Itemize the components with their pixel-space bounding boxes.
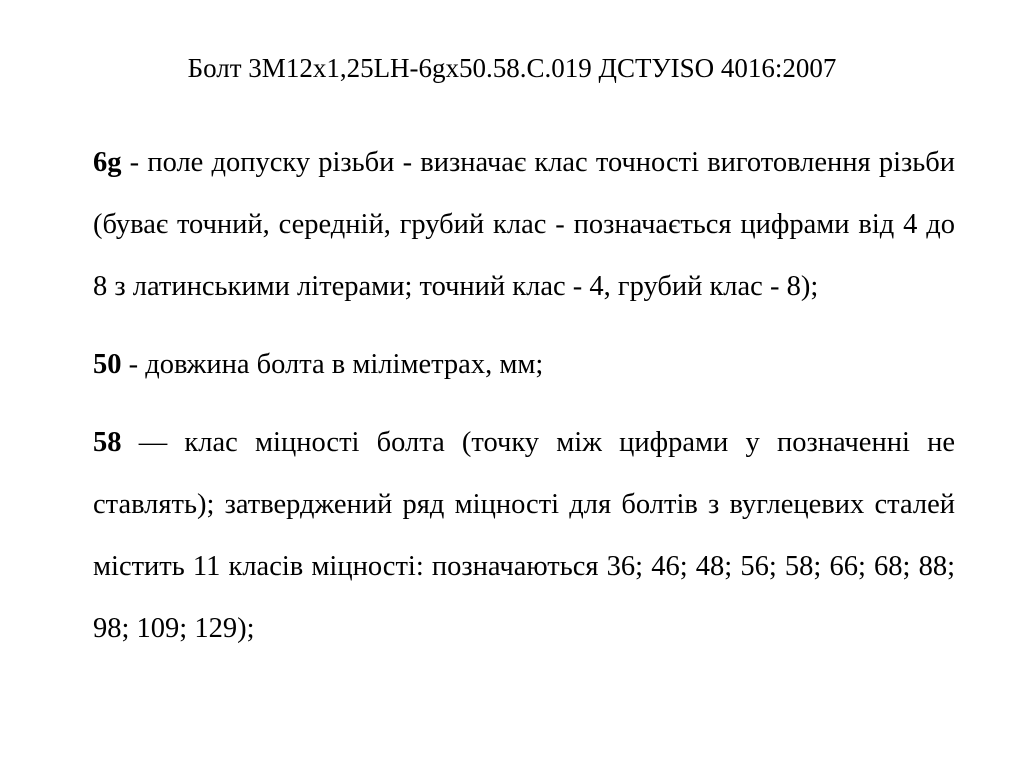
term-description: - поле допуску різьби - визначає клас точності виготовлення різьби (буває точний, середній, грубий клас - позначається цифрами від 4 до 8 з латинськими літерами; точний клас - 4, грубий клас - 8); (93, 147, 955, 302)
term-label: 50 (93, 349, 122, 380)
paragraph-bolt-length (93, 334, 955, 396)
term-description: - довжина болта в міліметрах, мм; (121, 349, 544, 380)
content-body (93, 132, 955, 660)
paragraph-strength-class (93, 412, 955, 660)
term-label: 6g (93, 147, 122, 178)
slide-title: Болт 3М12х1,25LH-6gх50.58.С.019 ДСТУISO 4016:2007 (187, 53, 837, 83)
term-description: — клас міцності болта (точку між цифрами у позначенні не ставлять); затверджений ряд міцності для болтів з вуглецевих сталей містить 11 класів міцності: позначаються 36; 46; 48; 56; 58; 66; 68; 88; 98; 109; 129); (93, 427, 955, 644)
paragraph-thread-tolerance (93, 132, 955, 318)
term-label: 58 (93, 427, 122, 458)
